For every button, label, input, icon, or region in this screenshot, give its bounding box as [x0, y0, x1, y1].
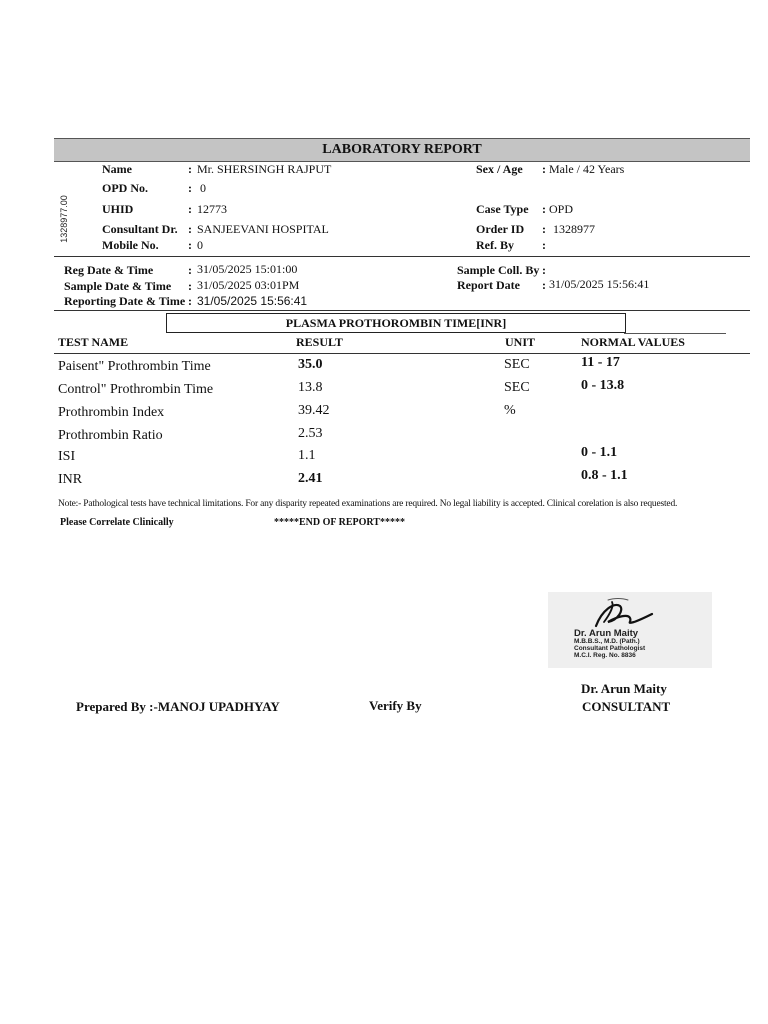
divider	[54, 310, 750, 311]
colon: :	[542, 238, 546, 252]
sex-age-label: Sex / Age	[476, 162, 523, 176]
doctor-name: Dr. Arun Maity	[581, 681, 667, 696]
prepared-by: Prepared By :-MANOJ UPADHYAY	[76, 699, 280, 714]
ref-by-label: Ref. By	[476, 238, 514, 252]
opd-label: OPD No.	[102, 181, 148, 195]
colon: :	[188, 162, 192, 176]
header-normal-values: NORMAL VALUES	[581, 335, 685, 349]
row-result: 2.53	[298, 426, 323, 441]
row-test-name: Prothrombin Ratio	[58, 428, 163, 443]
stamp-line: M.B.B.S., M.D. (Path.)	[574, 638, 640, 645]
row-test-name: INR	[58, 472, 83, 487]
colon: :	[542, 278, 546, 292]
colon: :	[542, 162, 546, 176]
colon: :	[542, 202, 546, 216]
name-label: Name	[102, 162, 132, 176]
test-name: PLASMA PROTHOROMBIN TIME[INR]	[285, 316, 507, 330]
colon: :	[188, 202, 192, 216]
report-date-label: Report Date	[457, 278, 520, 292]
name-value: Mr. SHERSINGH RAJPUT	[197, 162, 332, 176]
reg-date-value: 31/05/2025 15:01:00	[197, 262, 298, 276]
stamp-line: Dr. Arun Maity	[574, 628, 639, 639]
row-result: 1.1	[298, 448, 316, 463]
order-id-value: 1328977	[553, 222, 595, 236]
doctor-stamp	[548, 592, 712, 668]
side-order-id: 1328977.00	[59, 195, 69, 243]
row-test-name: Prothrombin Index	[58, 405, 165, 420]
row-normal-values: 0.8 - 1.1	[581, 468, 628, 483]
verify-by: Verify By	[369, 698, 422, 713]
reporting-date-label: Reporting Date & Time	[64, 294, 186, 308]
report-title-bar	[54, 138, 750, 162]
colon: :	[188, 294, 192, 308]
row-result: 2.41	[298, 471, 323, 486]
colon: :	[542, 222, 546, 236]
row-normal-values: 11 - 17	[581, 355, 620, 370]
consultant-label: Consultant Dr.	[102, 222, 178, 236]
row-normal-values: 0 - 1.1	[581, 445, 618, 460]
reg-date-label: Reg Date & Time	[64, 263, 154, 277]
stamp-line: M.C.I. Reg. No. 8836	[574, 652, 636, 659]
sample-date-value: 31/05/2025 03:01PM	[197, 278, 300, 292]
sample-coll-by-label: Sample Coll. By	[457, 263, 540, 277]
reporting-date-value: 31/05/2025 15:56:41	[197, 294, 308, 308]
opd-value: 0	[200, 181, 206, 195]
doctor-title: CONSULTANT	[582, 699, 671, 714]
case-type-label: Case Type	[476, 202, 529, 216]
disclaimer-note: Note:- Pathological tests have technical limitations. For any disparity repeated examinations are required. No legal liability is accepted. Clinical corelation is also requested.	[58, 499, 678, 509]
colon: :	[542, 263, 546, 277]
header-unit: UNIT	[505, 335, 536, 349]
row-test-name: Control" Prothrombin Time	[58, 382, 214, 397]
header-test-name: TEST NAME	[58, 335, 129, 349]
test-name-box	[166, 313, 626, 333]
correlate-note: Please Correlate Clinically	[60, 517, 174, 528]
stamp-line: Consultant Pathologist	[574, 645, 646, 652]
report-title: LABORATORY REPORT	[322, 142, 482, 157]
header-result: RESULT	[296, 335, 343, 349]
mobile-label: Mobile No.	[102, 238, 159, 252]
divider	[624, 333, 726, 334]
divider	[54, 256, 750, 257]
colon: :	[188, 263, 192, 277]
row-unit: SEC	[504, 380, 530, 395]
consultant-value: SANJEEVANI HOSPITAL	[197, 222, 329, 236]
row-unit: %	[504, 403, 516, 418]
row-result: 39.42	[298, 403, 330, 418]
divider	[54, 353, 750, 354]
colon: :	[188, 222, 192, 236]
uhid-value: 12773	[197, 202, 227, 216]
row-result: 35.0	[298, 357, 323, 372]
colon: :	[188, 279, 192, 293]
row-result: 13.8	[298, 380, 323, 395]
mobile-value: 0	[197, 238, 203, 252]
colon: :	[188, 238, 192, 252]
case-type-value: OPD	[549, 202, 574, 216]
row-normal-values: 0 - 13.8	[581, 378, 625, 393]
report-date-value: 31/05/2025 15:56:41	[549, 277, 650, 291]
row-unit: SEC	[504, 357, 530, 372]
uhid-label: UHID	[102, 202, 134, 216]
sex-age-value: Male / 42 Years	[549, 162, 625, 176]
order-id-label: Order ID	[476, 222, 525, 236]
end-of-report: *****END OF REPORT*****	[274, 517, 405, 528]
colon: :	[188, 181, 192, 195]
sample-date-label: Sample Date & Time	[64, 279, 172, 293]
row-test-name: ISI	[58, 449, 76, 464]
row-test-name: Paisent" Prothrombin Time	[58, 359, 211, 374]
